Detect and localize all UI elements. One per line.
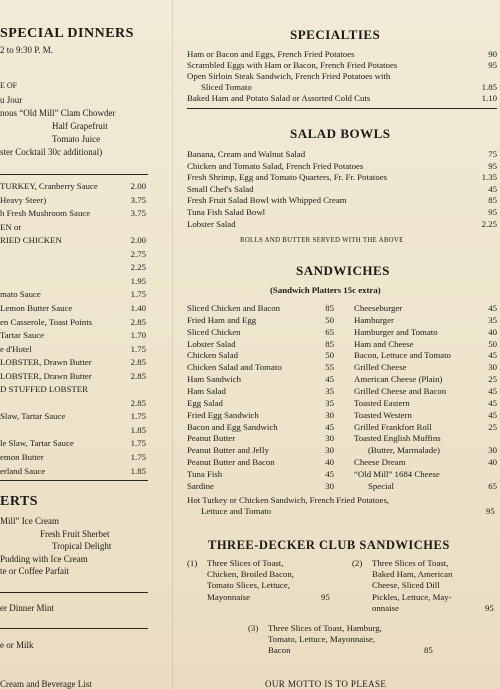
club-sandwiches-title: THREE-DECKER CLUB SANDWICHES (208, 538, 450, 552)
salad-item (187, 207, 497, 218)
sandwich-item (187, 386, 334, 397)
salad-price: 85 (488, 195, 497, 206)
sandwiches-title: SANDWICHES (296, 263, 390, 278)
sandwich-item (368, 445, 497, 456)
sandwich-name: Peanut Butter (187, 433, 236, 444)
sandwich-item (354, 362, 497, 373)
sandwich-price: 35 (488, 314, 497, 325)
sandwich-name: Ham and Cheese (354, 338, 414, 349)
sandwich-item (187, 481, 334, 492)
footer-cream-beverage: Cream and Beverage List (0, 679, 92, 689)
sandwich-item (187, 374, 334, 385)
specialty-price: 1.10 (481, 93, 497, 103)
specialties-title: SPECIALTIES (290, 27, 381, 42)
dessert-item: te or Coffee Parfait (0, 566, 70, 576)
entree-price: 2.85 (130, 316, 146, 327)
entree-name: EN or (0, 221, 22, 232)
entree-name: Slaw, Tartar Sauce (0, 411, 66, 422)
club-line: Three Slices of Toast, (207, 558, 284, 568)
entree-price: 3.75 (130, 194, 146, 205)
rolls-butter-note: ROLLS AND BUTTER SERVED WITH THE ABOVE (240, 237, 404, 244)
sandwich-price: 30 (325, 445, 334, 456)
special-dinners-title: SPECIAL DINNERS (0, 26, 134, 41)
entree-name: Lemon Butter Sauce (0, 302, 73, 313)
sandwich-name: Cheese Dream (354, 457, 406, 468)
sandwich-name: Special (368, 480, 394, 491)
dinner-hours: 2 to 9:30 P. M. (0, 45, 54, 55)
sandwich-item (187, 339, 334, 350)
entree-row (0, 317, 148, 328)
salad-name: Chicken and Tomato Salad, French Fried Potatoes (187, 160, 364, 171)
entree-row (0, 195, 148, 206)
salad-name: Fresh Fruit Salad Bowl with Whipped Cream (187, 195, 347, 206)
sandwich-item (187, 362, 334, 373)
salad-item (187, 184, 497, 195)
salad-price: 95 (488, 207, 497, 217)
club-price: 85 (424, 645, 433, 656)
salad-item (187, 149, 497, 160)
entree-row (0, 344, 148, 355)
salad-price: 75 (488, 149, 497, 159)
entree-row (0, 330, 148, 341)
sandwich-price: 30 (488, 445, 497, 456)
sandwich-price: 45 (488, 397, 497, 408)
sandwich-item (187, 469, 334, 480)
sandwich-price: 25 (488, 374, 497, 385)
club-number: (1) (187, 558, 198, 568)
sandwich-item (354, 339, 497, 350)
sandwich-name: Grilled Cheese and Bacon (354, 385, 447, 396)
sandwich-platters-note: (Sandwich Platters 15c extra) (270, 285, 381, 295)
sandwich-price: 50 (325, 314, 334, 325)
divider (0, 628, 148, 629)
divider (187, 108, 497, 109)
sandwich-item (354, 315, 497, 326)
sandwich-name: Grilled Cheese (354, 362, 407, 373)
sandwich-price: 45 (488, 409, 497, 420)
club-line: Baked Ham, American (372, 569, 453, 580)
entree-row (0, 222, 148, 233)
entree-price: 2.25 (130, 262, 146, 273)
soup-heading: E OF (0, 81, 18, 90)
sandwich-item (187, 315, 334, 326)
sandwich-price: 45 (325, 374, 334, 385)
sandwich-name: Fried Ham and Egg (187, 314, 257, 325)
entree-row (0, 371, 148, 382)
sandwich-price: 40 (325, 457, 334, 468)
sandwich-price: 40 (488, 326, 497, 337)
salad-name: Small Chef's Salad (187, 183, 254, 194)
sandwich-name: Toasted Western (354, 409, 412, 420)
entree-price: 2.85 (130, 370, 146, 381)
sandwich-name: Chicken Salad and Tomato (187, 362, 282, 373)
sandwich-item (354, 422, 497, 433)
sandwich-name: Ham Salad (187, 385, 226, 396)
specialty-item (187, 49, 497, 60)
sandwich-item (187, 445, 334, 456)
salad-item (187, 195, 497, 206)
sandwich-item (354, 433, 497, 444)
salad-name: Fresh Shrimp, Egg and Tomato Quarters, Fr. Fr. Potatoes (187, 172, 388, 183)
sandwich-price: 55 (325, 362, 334, 373)
entree-row (0, 438, 148, 449)
club-price: 95 (485, 602, 494, 613)
entree-name: en Casserole, Toast Points (0, 316, 93, 327)
sandwich-name: Ham Sandwich (187, 374, 241, 385)
specialty-line: Open Sirloin Steak Sandwich, French Fried Potatoes with (187, 71, 391, 81)
club-line: onnaise (372, 602, 399, 613)
sandwich-item (368, 481, 497, 492)
sandwich-price: 50 (488, 338, 497, 349)
sandwich-price: 45 (488, 385, 497, 396)
entree-row (0, 303, 148, 314)
sandwich-price: 85 (325, 338, 334, 349)
entree-price: 2.85 (130, 357, 146, 368)
club-line: Mayonnaise (207, 591, 250, 602)
entree-price: 1.85 (130, 424, 146, 435)
entree-name: LOBSTER, Drawn Butter (0, 370, 92, 381)
sandwich-name: Hamburger and Tomato (354, 326, 438, 337)
sandwich-price: 35 (325, 385, 334, 396)
entree-row (0, 181, 148, 192)
sandwich-name: Chicken Salad (187, 350, 239, 361)
salad-name: Banana, Cream and Walnut Salad (187, 149, 306, 159)
soup-item: Tomato Juice (52, 134, 101, 144)
sandwich-name: Hamburger (354, 314, 394, 325)
dessert-item: Fresh Fruit Sherbet (40, 528, 110, 539)
club-line: Three Slices of Toast, Hamburg, (268, 623, 382, 633)
club-price: 95 (321, 591, 330, 602)
sandwich-name: Peanut Butter and Jelly (187, 445, 269, 456)
specialty-item (187, 60, 497, 71)
entree-row (0, 357, 148, 368)
sandwich-name: Egg Salad (187, 397, 223, 408)
sandwich-item (354, 386, 497, 397)
sandwich-price: 30 (488, 362, 497, 373)
entree-row (0, 452, 148, 463)
sandwich-item (187, 422, 334, 433)
sandwich-item (187, 457, 334, 468)
sandwich-item (354, 327, 497, 338)
entree-price: 1.75 (130, 452, 146, 462)
entree-price: 3.75 (130, 208, 146, 219)
sandwich-price: 40 (488, 457, 497, 468)
sandwich-price: 65 (488, 480, 497, 491)
entree-price: 2.75 (130, 248, 146, 259)
entree-name: D STUFFED LOBSTER (0, 384, 88, 395)
sandwich-name: Cheeseburger (354, 303, 403, 313)
divider (0, 174, 148, 175)
sandwich-price: 30 (325, 433, 334, 444)
club-line: Chicken, Broiled Bacon, (207, 569, 294, 580)
sandwich-name: Toasted Eastern (354, 397, 410, 408)
column-separator (172, 0, 173, 689)
sandwich-price: 45 (488, 303, 497, 313)
entree-row (0, 289, 148, 300)
specialty-price: 1.85 (481, 82, 497, 92)
entree-price: 1.70 (130, 330, 146, 341)
entree-row (0, 208, 148, 219)
sandwich-item (354, 457, 497, 468)
sandwich-item (354, 350, 497, 361)
sandwich-item (354, 469, 497, 480)
specialty-line: Baked Ham and Potato Salad or Assorted Cold Cuts (187, 93, 371, 103)
sandwich-price: 30 (325, 409, 334, 420)
sandwich-name: Sardine (187, 480, 214, 491)
salad-bowls-title: SALAD BOWLS (290, 126, 391, 141)
entree-price: 2.00 (130, 181, 146, 191)
sandwich-item (187, 303, 334, 314)
soup-item: nous “Old Mill” Clam Chowder (0, 108, 116, 118)
entree-name: le Slaw, Tartar Sauce (0, 438, 74, 449)
hot-turkey-line: Hot Turkey or Chicken Sandwich, French Fried Potatoes, (187, 495, 390, 505)
sandwich-item (187, 327, 334, 338)
salad-item (187, 161, 497, 172)
sandwich-price: 45 (325, 468, 334, 479)
specialty-item (187, 93, 497, 104)
entree-row (0, 466, 148, 477)
entree-name: e d'Hotel (0, 343, 32, 354)
sandwich-price: 25 (488, 421, 497, 432)
club-line: Bacon (268, 645, 291, 656)
club-line: Cheese, Sliced Dill (372, 580, 440, 591)
sandwich-item (354, 303, 497, 314)
sandwich-name: Bacon and Egg Sandwich (187, 421, 278, 432)
sandwich-name: “Old Mill” 1684 Cheese (354, 468, 440, 479)
sandwich-name: Sliced Chicken and Bacon (187, 303, 281, 313)
club-number: (3) (248, 623, 259, 633)
salad-price: 45 (488, 183, 497, 194)
dinner-mint: er Dinner Mint (0, 603, 54, 613)
salad-name: Tuna Fish Salad Bowl (187, 207, 266, 217)
sandwich-item (187, 350, 334, 361)
sandwich-name: Sliced Chicken (187, 326, 241, 337)
divider (0, 480, 148, 481)
sandwich-name: Grilled Frankfort Roll (354, 421, 432, 432)
entree-name: mato Sauce (0, 289, 41, 300)
specialty-price: 95 (488, 60, 497, 70)
entree-name: emon Butter (0, 452, 44, 462)
entree-name: erland Sauce (0, 465, 46, 476)
club-number: (2) (352, 558, 363, 568)
entree-row (0, 411, 148, 422)
salad-price: 2.25 (481, 218, 497, 229)
sandwich-price: 85 (325, 303, 334, 313)
sandwich-item (354, 398, 497, 409)
entree-price: 1.75 (130, 343, 146, 354)
dessert-item: Mill” Ice Cream (0, 516, 59, 526)
sandwich-name: Tuna Fish (187, 468, 223, 479)
sandwich-item (187, 398, 334, 409)
entree-name: TURKEY, Cranberry Sauce (0, 181, 98, 191)
hot-turkey-price: 95 (486, 506, 495, 516)
soup-item: ster Cocktail 30c additional) (0, 147, 103, 157)
specialty-line: Scrambled Eggs with Ham or Bacon, French Fried Potatoes (187, 60, 398, 70)
sandwich-item (354, 410, 497, 421)
hot-turkey-line: Lettuce and Tomato (201, 506, 272, 516)
motto: OUR MOTTO IS TO PLEASE (265, 679, 387, 689)
salad-price: 1.35 (481, 172, 497, 183)
entree-row (0, 384, 148, 395)
sandwich-name: Toasted English Muffins (354, 433, 441, 444)
desserts-title: ERTS (0, 494, 39, 509)
sandwich-price: 50 (325, 350, 334, 361)
sandwich-price: 45 (488, 350, 497, 361)
entree-name: h Fresh Mushroom Sauce (0, 208, 91, 219)
left-column-special-dinners (0, 0, 148, 689)
sandwich-name: Lobster Salad (187, 338, 236, 349)
entree-name: RIED CHICKEN (0, 235, 62, 246)
sandwich-name: American Cheese (Plain) (354, 374, 443, 385)
sandwich-price: 30 (325, 480, 334, 491)
soup-item: Half Grapefruit (52, 121, 108, 131)
sandwich-item (187, 410, 334, 421)
entree-price: 1.95 (130, 275, 146, 286)
entree-price: 1.75 (130, 411, 146, 422)
entree-name: LOBSTER, Drawn Butter (0, 357, 92, 368)
sandwich-name: Fried Egg Sandwich (187, 409, 259, 420)
specialty-price: 90 (488, 49, 497, 59)
salad-item (187, 172, 497, 183)
entree-price: 2.85 (130, 397, 146, 408)
specialty-line: Sliced Tomato (201, 81, 252, 92)
sandwich-price: 35 (325, 397, 334, 408)
milk-line: e or Milk (0, 640, 34, 650)
entree-name: Heavy Steer) (0, 194, 47, 205)
entree-price: 1.85 (130, 465, 146, 476)
entree-name: Tartar Sauce (0, 330, 45, 341)
salad-name: Lobster Salad (187, 218, 236, 229)
salad-item (187, 219, 497, 230)
soup-item: u Jour (0, 95, 23, 105)
specialty-item (187, 71, 497, 93)
dessert-item: Tropical Delight (52, 541, 112, 551)
sandwich-price: 45 (325, 421, 334, 432)
club-line: Tomato Slices, Lettuce, (207, 580, 290, 591)
sandwich-name: Peanut Butter and Bacon (187, 457, 275, 468)
entree-price: 2.00 (130, 235, 146, 246)
divider (0, 592, 148, 593)
entree-price: 1.40 (130, 302, 146, 313)
entree-row (0, 235, 148, 246)
sandwich-price: 65 (325, 326, 334, 337)
entree-price: 1.75 (130, 438, 146, 449)
sandwich-name: (Butter, Marmalade) (368, 445, 440, 456)
specialty-line: Ham or Bacon and Eggs, French Fried Potatoes (187, 49, 355, 59)
dessert-item: Pudding with Ice Cream (0, 553, 88, 564)
club-line: Three Slices of Toast, (372, 558, 449, 568)
salad-price: 95 (488, 160, 497, 171)
sandwich-item (187, 433, 334, 444)
club-line: Tomato, Lettuce, Mayonnaise, (268, 634, 376, 645)
sandwich-item (354, 374, 497, 385)
sandwich-name: Bacon, Lettuce and Tomato (354, 350, 451, 361)
entree-price: 1.75 (130, 289, 146, 300)
club-line: Pickles, Lettuce, May- (372, 591, 452, 602)
